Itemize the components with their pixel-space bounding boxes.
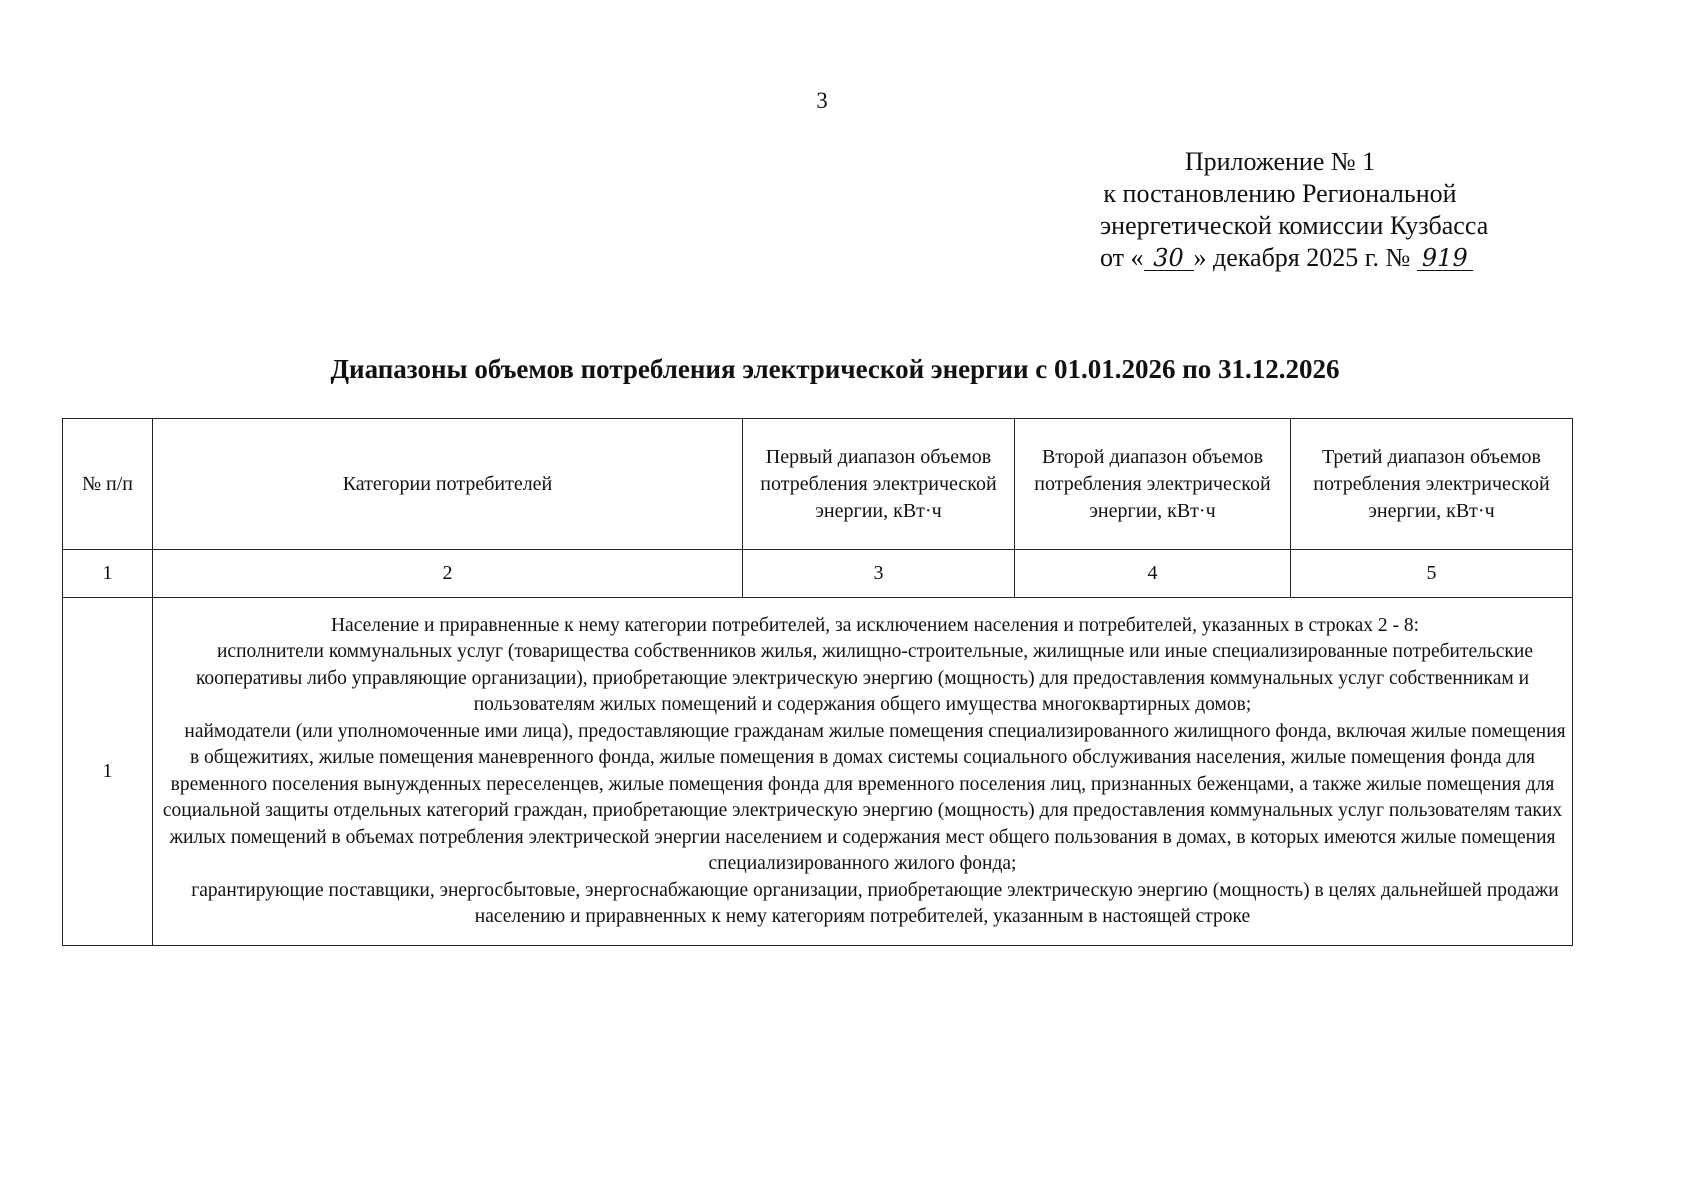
category-paragraph: гарантирующие поставщики, энергосбытовые, энергоснабжающие организации, приобретающие электрическую энергию (мощность) в целях дальнейшей продажи населению и приравненных к нему категориям потребителей, указанным в настоящей строке [191,879,1559,927]
column-number: 3 [743,550,1015,598]
category-paragraph: наймодатели (или уполномоченные ими лица), предоставляющие гражданам жилые помещения специализированного жилищного фонда, включая жилые помещения в общежитиях, жилые помещения маневренного фонда, жилые помещения в домах системы социального обслуживания населения, жилые помещения фонда для временного поселения вынужденных переселенцев, жилые помещения фонда для временного поселения лиц, признанных беженцами, а также жилые помещения для социальной защиты отдельных категорий граждан, приобретающие электрическую энергию (мощность) для предоставления коммунальных услуг пользователям таких жилых помещений в объемах потребления электрической энергии населением и содержания мест общего пользования в домах, в которых имеются жилые помещения специализированного жилого фонда; [162,720,1566,874]
header-number [63,419,153,550]
header-number-label: № п/п [81,472,134,495]
column-number-row [63,550,1573,598]
column-number: 5 [1291,550,1573,598]
page-number: 3 [816,88,828,113]
appendix-line-2: к постановлению Региональной [1103,179,1457,208]
appendix-line-3: энергетической комиссии Кузбасса [1100,211,1489,240]
appendix-date-line [1100,242,1468,274]
header-range-2-label: Второй диапазон объемов потребления электрической энергии, кВт·ч [1034,445,1271,522]
consumption-ranges-table [62,418,1573,946]
header-range-1-label: Первый диапазон объемов потребления электрической энергии, кВт·ч [760,445,997,522]
row-number: 1 [63,598,153,946]
header-category-label: Категории потребителей [342,472,553,495]
column-number: 2 [153,550,743,598]
header-range-2 [1015,419,1291,550]
column-number: 4 [1015,550,1291,598]
category-description [153,598,1573,946]
category-paragraph: исполнители коммунальных услуг (товарищества собственников жилья, жилищно-строительные, жилищные или иные специализированные потребительские кооперативы либо управляющие организации), приобретающие электрическую энергию (мощность) для предоставления коммунальных услуг собственникам и пользователям жилых помещений и содержания общего имущества многоквартирных домов; [195,641,1533,715]
handwritten-day: 30 [1144,246,1194,271]
handwritten-doc-number: 919 [1417,246,1473,271]
document-title: Диапазоны объемов потребления электрической энергии с 01.01.2026 по 31.12.2026 [330,354,1340,384]
date-prefix: от « [1100,243,1144,272]
header-range-3-label: Третий диапазон объемов потребления электрической энергии, кВт·ч [1313,445,1550,522]
appendix-block [1100,146,1489,274]
header-range-1 [743,419,1015,550]
header-category [153,419,743,550]
category-paragraph: Население и приравненные к нему категории потребителей, за исключением населения и потребителей, указанных в строках 2 - 8: [330,614,1420,636]
table-row [63,598,1573,946]
column-number: 1 [63,550,153,598]
appendix-line-1: Приложение № 1 [1184,147,1376,176]
table-header-row [63,419,1573,550]
header-range-3 [1291,419,1573,550]
date-suffix: » декабря 2025 г. № [1193,243,1411,272]
